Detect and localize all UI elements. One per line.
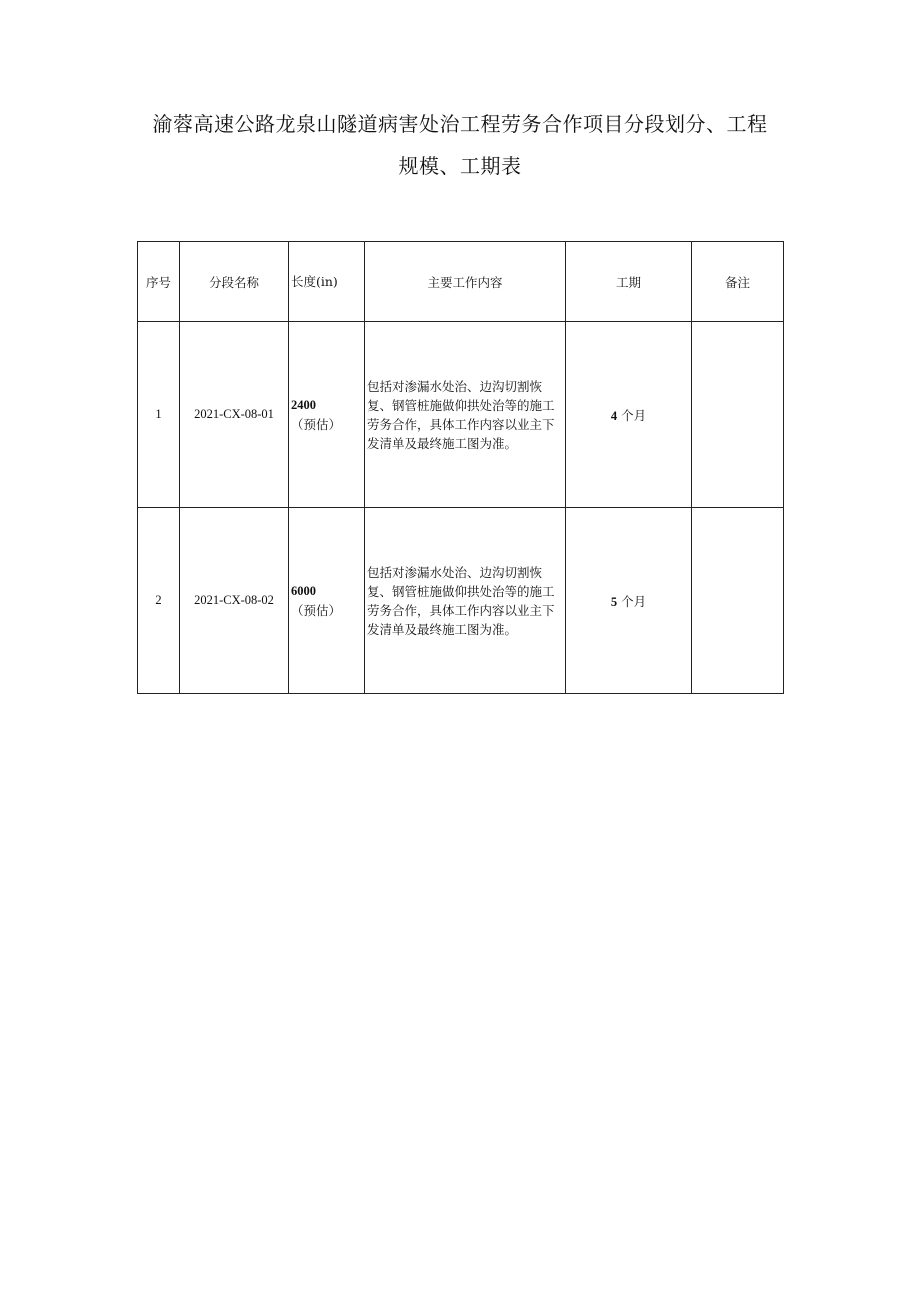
header-length: 长度(in) [289, 242, 365, 322]
row-period [566, 508, 692, 694]
header-segment-name: 分段名称 [180, 242, 289, 322]
row-remark [692, 322, 784, 508]
header-main-work: 主要工作内容 [365, 242, 566, 322]
period-value: 5 [610, 594, 618, 609]
row-length [289, 322, 365, 508]
row-main-work: 包括对渗漏水处治、边沟切割恢复、钢管桩施做仰拱处治等的施工劳务合作，具体工作内容以业主下发清单及最终施工图为准。 [365, 322, 566, 508]
period-unit: 个月 [621, 593, 647, 609]
document-title-line2: 规模、工期表 [398, 154, 522, 178]
row-index: 2 [138, 508, 180, 694]
row-main-work: 包括对渗漏水处治、边沟切割恢复、钢管桩施做仰拱处治等的施工劳务合作，具体工作内容以业主下发清单及最终施工图为准。 [365, 508, 566, 694]
document-title-line1: 渝蓉高速公路龙泉山隧道病害处治工程劳务合作项目分段划分、工程 [152, 112, 768, 136]
length-value: 2400 [291, 398, 316, 412]
table-header-row [138, 242, 784, 322]
row-segment-name: 2021-CX-08-02 [180, 508, 289, 694]
header-remark: 备注 [692, 242, 784, 322]
row-period [566, 322, 692, 508]
row-remark [692, 508, 784, 694]
row-index: 1 [138, 322, 180, 508]
length-value: 6000 [291, 584, 316, 598]
schedule-table [137, 241, 784, 694]
period-value: 4 [610, 408, 618, 423]
row-length [289, 508, 365, 694]
length-note: （预估） [291, 603, 342, 618]
header-index: 序号 [138, 242, 180, 322]
row-segment-name: 2021-CX-08-01 [180, 322, 289, 508]
table-row [138, 508, 784, 694]
period-unit: 个月 [621, 407, 647, 423]
table-row [138, 322, 784, 508]
length-note: （预估） [291, 417, 342, 432]
header-period: 工期 [566, 242, 692, 322]
